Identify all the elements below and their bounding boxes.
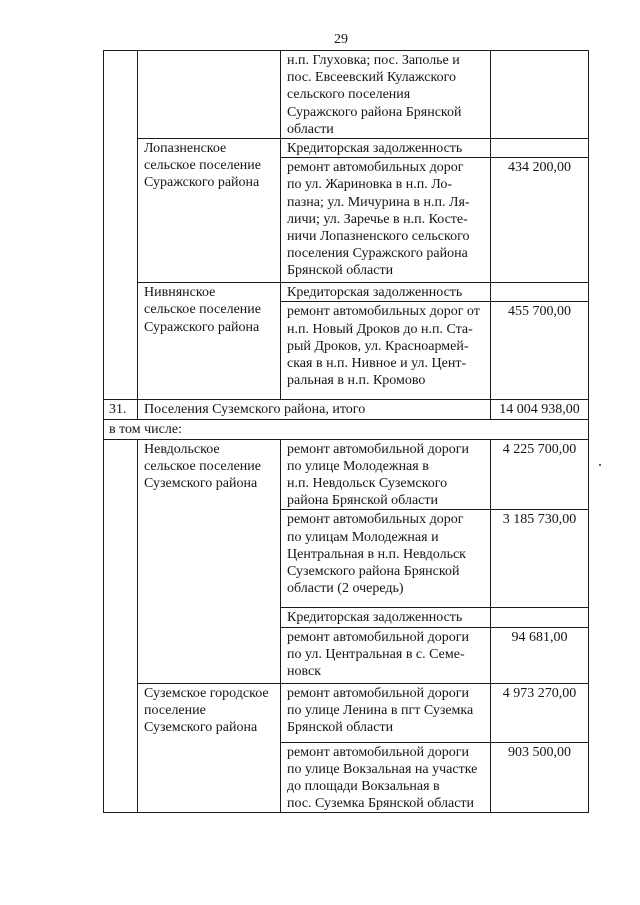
settlement-name-nivnyanskoe: Нивнянское сельское поселение Суражского района: [138, 283, 281, 400]
amount-cell: 455 700,00: [491, 302, 589, 400]
work-description-cell: ремонт автомобильной дороги по улице Вокзальная на участке до площади Вокзальная в пос. Суземка Брянской области: [281, 742, 491, 813]
table-row: [104, 283, 589, 302]
row-number-cell: [104, 51, 138, 400]
work-description-cell: ремонт автомобильных дорог по улицам Молодежная и Центральная в н.п. Невдольск Суземского района Брянской области (2 очередь): [281, 510, 491, 608]
including-label: в том числе:: [104, 420, 589, 439]
work-description-cell: ремонт автомобильной дороги по улице Молодежная в н.п. Невдольск Суземского района Брянской области: [281, 439, 491, 510]
row-number-cell: [104, 439, 138, 813]
work-description-cell: ремонт автомобильных дорог по ул. Жариновка в н.п. Ло- пазна; ул. Мичурина в н.п. Ля- личи; ул. Заречье в н.п. Косте- ничи Лопазненского сельского поселения Суражского района Брянской области: [281, 158, 491, 283]
settlement-name-suzemskoe: Суземское городское поселение Суземского района: [138, 683, 281, 813]
row-number-cell: 31.: [104, 400, 138, 420]
work-description-cell: ремонт автомобильной дороги по улице Ленина в пгт Суземка Брянской области: [281, 683, 491, 742]
amount-cell: 434 200,00: [491, 158, 589, 283]
amount-cell: [491, 608, 589, 627]
amount-cell: 4 973 270,00: [491, 683, 589, 742]
settlement-cell: [138, 51, 281, 139]
work-description-cell: ремонт автомобильной дороги по ул. Центральная в с. Семе- новск: [281, 627, 491, 683]
table-row: [104, 139, 589, 158]
settlement-name-nevdolskoe: Невдольское сельское поселение Суземского района: [138, 439, 281, 683]
table-row: [104, 683, 589, 742]
table-row: [104, 51, 589, 139]
road-repair-funding-table: [103, 50, 589, 813]
total-amount-cell: 14 004 938,00: [491, 400, 589, 420]
amount-cell: 4 225 700,00: [491, 439, 589, 510]
settlement-name-lopaznenskoe: Лопазненское сельское поселение Суражского района: [138, 139, 281, 283]
amount-cell: 94 681,00: [491, 627, 589, 683]
table-row: [104, 420, 589, 439]
table-row: [104, 439, 589, 510]
amount-cell: [491, 139, 589, 158]
page-number: 29: [334, 32, 348, 47]
debt-label-cell: Кредиторская задолженность: [281, 139, 491, 158]
work-description-cell: н.п. Глуховка; пос. Заполье и пос. Евсеевский Кулажского сельского поселения Суражского района Брянской области: [281, 51, 491, 139]
amount-cell: 903 500,00: [491, 742, 589, 813]
work-description-cell: ремонт автомобильных дорог от н.п. Новый Дроков до н.п. Ста- рый Дроков, ул. Красноармей- ская в н.п. Нивное и ул. Цент- ральная в н.п. Кромово: [281, 302, 491, 400]
amount-cell: 3 185 730,00: [491, 510, 589, 608]
total-label-cell: Поселения Суземского района, итого: [138, 400, 491, 420]
total-row: [104, 400, 589, 420]
scan-artifact-dot: [599, 464, 601, 466]
debt-label-cell: Кредиторская задолженность: [281, 283, 491, 302]
amount-cell: [491, 283, 589, 302]
amount-cell: [491, 51, 589, 139]
debt-label-cell: Кредиторская задолженность: [281, 608, 491, 627]
